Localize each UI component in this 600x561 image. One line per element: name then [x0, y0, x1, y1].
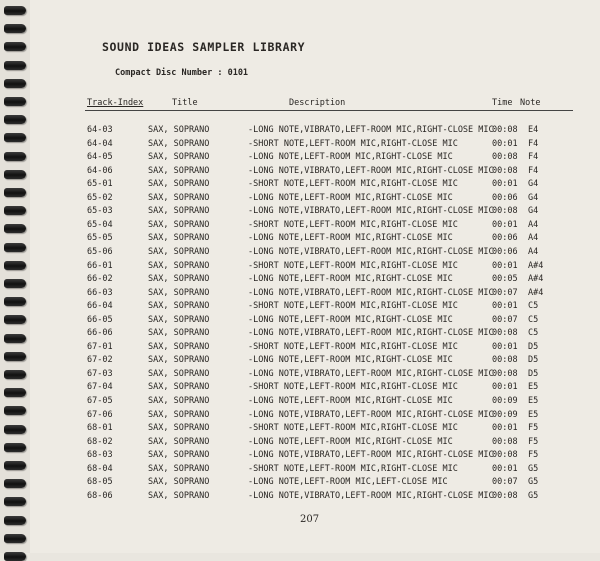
track-index-cell: 68-03	[87, 450, 113, 461]
spiral-coil	[4, 152, 26, 161]
title-cell: SAX, SOPRANO	[148, 219, 210, 230]
time-cell: 00:01	[492, 179, 518, 190]
note-cell: G5	[528, 477, 539, 488]
time-cell: 00:05	[492, 274, 518, 285]
header-title: Title	[172, 98, 198, 108]
page-title: SOUND IDEAS SAMPLER LIBRARY	[102, 40, 306, 54]
description-cell: -LONG NOTE,VIBRATO,LEFT-ROOM MIC,RIGHT-CLOSE MIC	[248, 125, 494, 135]
title-cell: SAX, SOPRANO	[148, 409, 210, 420]
time-cell: 00:08	[492, 125, 518, 135]
note-cell: G5	[528, 490, 539, 501]
note-cell: C5	[528, 301, 539, 312]
description-cell: -SHORT NOTE,LEFT-ROOM MIC,RIGHT-CLOSE MIC	[248, 301, 458, 312]
description-cell: -SHORT NOTE,LEFT-ROOM MIC,RIGHT-CLOSE MIC	[248, 138, 458, 149]
note-cell: F5	[528, 436, 539, 447]
time-cell: 00:01	[492, 138, 518, 149]
track-index-cell: 65-05	[87, 233, 113, 244]
track-index-cell: 67-03	[87, 368, 113, 379]
time-cell: 00:09	[492, 409, 518, 420]
track-index-cell: 64-06	[87, 165, 113, 176]
time-cell: 00:08	[492, 450, 518, 461]
track-index-cell: 64-03	[87, 125, 113, 135]
title-cell: SAX, SOPRANO	[148, 396, 210, 406]
time-cell: 00:07	[492, 477, 518, 488]
spiral-coil	[4, 243, 26, 252]
table-row	[30, 139, 600, 152]
header-track-index	[87, 98, 143, 108]
description-cell: -LONG NOTE,LEFT-ROOM MIC,RIGHT-CLOSE MIC	[248, 396, 453, 406]
note-cell: F4	[528, 138, 539, 149]
title-cell: SAX, SOPRANO	[148, 152, 210, 163]
track-index-cell: 65-03	[87, 206, 113, 217]
title-cell: SAX, SOPRANO	[148, 179, 210, 190]
title-cell: SAX, SOPRANO	[148, 463, 210, 474]
table-row	[30, 193, 600, 206]
title-cell: SAX, SOPRANO	[148, 355, 210, 366]
title-cell: SAX, SOPRANO	[148, 192, 210, 203]
note-cell: C5	[528, 328, 539, 339]
description-cell: -LONG NOTE,LEFT-ROOM MIC,RIGHT-CLOSE MIC	[248, 314, 453, 325]
note-cell: F5	[528, 450, 539, 461]
time-cell: 00:07	[492, 314, 518, 325]
track-index-cell: 66-06	[87, 328, 113, 339]
track-index-cell: 65-06	[87, 246, 113, 257]
time-cell: 00:08	[492, 165, 518, 176]
spiral-coil	[4, 552, 26, 561]
title-cell: SAX, SOPRANO	[148, 206, 210, 217]
spiral-coil	[4, 206, 26, 215]
description-cell: -LONG NOTE,VIBRATO,LEFT-ROOM MIC,RIGHT-CLOSE MIC	[248, 246, 494, 257]
title-cell: SAX, SOPRANO	[148, 314, 210, 325]
spiral-coil	[4, 479, 26, 488]
note-cell: A#4	[528, 274, 544, 285]
note-cell: F5	[528, 423, 539, 434]
spiral-coil	[4, 115, 26, 124]
time-cell: 00:09	[492, 396, 518, 406]
title-cell: SAX, SOPRANO	[148, 368, 210, 379]
table-row	[30, 301, 600, 314]
title-cell: SAX, SOPRANO	[148, 246, 210, 257]
spiral-coil	[4, 370, 26, 379]
table-row	[30, 396, 600, 409]
note-cell: A4	[528, 246, 539, 257]
track-index-cell: 68-05	[87, 477, 113, 488]
track-index-cell: 68-02	[87, 436, 113, 447]
spiral-coil	[4, 97, 26, 106]
title-cell: SAX, SOPRANO	[148, 423, 210, 434]
note-cell: A4	[528, 233, 539, 244]
track-index-cell: 66-01	[87, 260, 113, 271]
track-index-cell: 64-04	[87, 138, 113, 149]
spiral-coil	[4, 443, 26, 452]
spiral-coil	[4, 497, 26, 506]
table-row	[30, 247, 600, 260]
table-row	[30, 125, 600, 138]
track-index-cell: 68-04	[87, 463, 113, 474]
title-cell: SAX, SOPRANO	[148, 233, 210, 244]
track-index-cell: 67-05	[87, 396, 113, 406]
header-note: Note	[520, 98, 541, 108]
description-cell: -LONG NOTE,VIBRATO,LEFT-ROOM MIC,RIGHT-CLOSE MIC	[248, 206, 494, 217]
time-cell: 00:06	[492, 246, 518, 257]
header-track-index-text: Track-Index	[87, 98, 144, 108]
description-cell: -LONG NOTE,LEFT-ROOM MIC,RIGHT-CLOSE MIC	[248, 233, 453, 244]
description-cell: -SHORT NOTE,LEFT-ROOM MIC,RIGHT-CLOSE MIC	[248, 382, 458, 393]
document-page	[30, 0, 600, 553]
note-cell: D5	[528, 368, 539, 379]
time-cell: 00:07	[492, 287, 518, 298]
table-row	[30, 152, 600, 165]
note-cell: D5	[528, 355, 539, 366]
table-row	[30, 491, 600, 504]
time-cell: 00:08	[492, 436, 518, 447]
spiral-coil	[4, 188, 26, 197]
description-cell: -LONG NOTE,VIBRATO,LEFT-ROOM MIC,RIGHT-CLOSE MIC	[248, 490, 494, 501]
time-cell: 00:01	[492, 382, 518, 393]
spiral-coil	[4, 406, 26, 415]
title-cell: SAX, SOPRANO	[148, 436, 210, 447]
table-row	[30, 382, 600, 395]
description-cell: -SHORT NOTE,LEFT-ROOM MIC,RIGHT-CLOSE MIC	[248, 341, 458, 352]
title-cell: SAX, SOPRANO	[148, 260, 210, 271]
table-row	[30, 179, 600, 192]
time-cell: 00:01	[492, 463, 518, 474]
track-index-cell: 66-03	[87, 287, 113, 298]
time-cell: 00:08	[492, 152, 518, 163]
table-row	[30, 437, 600, 450]
note-cell: E5	[528, 409, 539, 420]
table-row	[30, 477, 600, 490]
description-cell: -SHORT NOTE,LEFT-ROOM MIC,RIGHT-CLOSE MIC	[248, 423, 458, 434]
table-row	[30, 288, 600, 301]
note-cell: G4	[528, 192, 539, 203]
time-cell: 00:06	[492, 192, 518, 203]
spiral-coil	[4, 461, 26, 470]
table-row	[30, 423, 600, 436]
time-cell: 00:08	[492, 206, 518, 217]
time-cell: 00:08	[492, 355, 518, 366]
description-cell: -LONG NOTE,LEFT-ROOM MIC,RIGHT-CLOSE MIC	[248, 274, 453, 285]
spiral-coil	[4, 6, 26, 15]
note-cell: F4	[528, 165, 539, 176]
title-cell: SAX, SOPRANO	[148, 301, 210, 312]
note-cell: G4	[528, 179, 539, 190]
description-cell: -LONG NOTE,VIBRATO,LEFT-ROOM MIC,RIGHT-CLOSE MIC	[248, 409, 494, 420]
track-index-cell: 68-01	[87, 423, 113, 434]
page-number: 207	[300, 514, 320, 525]
note-cell: E5	[528, 396, 539, 406]
track-index-cell: 67-02	[87, 355, 113, 366]
description-cell: -LONG NOTE,VIBRATO,LEFT-ROOM MIC,RIGHT-CLOSE MIC	[248, 328, 494, 339]
spiral-coil	[4, 388, 26, 397]
time-cell: 00:01	[492, 301, 518, 312]
title-cell: SAX, SOPRANO	[148, 477, 210, 488]
header-description: Description	[289, 98, 346, 108]
description-cell: -LONG NOTE,VIBRATO,LEFT-ROOM MIC,RIGHT-CLOSE MIC	[248, 368, 494, 379]
spiral-coil	[4, 352, 26, 361]
track-index-cell: 67-06	[87, 409, 113, 420]
title-cell: SAX, SOPRANO	[148, 341, 210, 352]
time-cell: 00:01	[492, 260, 518, 271]
description-cell: -LONG NOTE,LEFT-ROOM MIC,RIGHT-CLOSE MIC	[248, 192, 453, 203]
note-cell: A#4	[528, 260, 544, 271]
track-index-cell: 68-06	[87, 490, 113, 501]
track-index-cell: 65-02	[87, 192, 113, 203]
note-cell: G4	[528, 206, 539, 217]
spiral-coil	[4, 516, 26, 525]
time-cell: 00:08	[492, 368, 518, 379]
description-cell: -SHORT NOTE,LEFT-ROOM MIC,RIGHT-CLOSE MIC	[248, 463, 458, 474]
spiral-coil	[4, 61, 26, 70]
spiral-coil	[4, 170, 26, 179]
note-cell: A#4	[528, 287, 544, 298]
spiral-coil	[4, 534, 26, 543]
compact-disc-number: Compact Disc Number : 0101	[115, 68, 249, 78]
table-row	[30, 369, 600, 382]
table-row	[30, 464, 600, 477]
spiral-coil	[4, 79, 26, 88]
note-cell: E5	[528, 382, 539, 393]
title-cell: SAX, SOPRANO	[148, 274, 210, 285]
spiral-coil	[4, 133, 26, 142]
note-cell: E4	[528, 125, 539, 135]
spiral-coil	[4, 224, 26, 233]
table-row	[30, 342, 600, 355]
title-cell: SAX, SOPRANO	[148, 450, 210, 461]
table-row	[30, 315, 600, 328]
description-cell: -LONG NOTE,LEFT-ROOM MIC,LEFT-CLOSE MIC	[248, 477, 448, 488]
description-cell: -SHORT NOTE,LEFT-ROOM MIC,RIGHT-CLOSE MIC	[248, 179, 458, 190]
note-cell: G5	[528, 463, 539, 474]
title-cell: SAX, SOPRANO	[148, 382, 210, 393]
table-row	[30, 274, 600, 287]
track-index-cell: 67-01	[87, 341, 113, 352]
description-cell: -SHORT NOTE,LEFT-ROOM MIC,RIGHT-CLOSE MIC	[248, 219, 458, 230]
track-index-cell: 66-05	[87, 314, 113, 325]
table-row	[30, 328, 600, 341]
table-row	[30, 220, 600, 233]
description-cell: -LONG NOTE,LEFT-ROOM MIC,RIGHT-CLOSE MIC	[248, 436, 453, 447]
table-row	[30, 206, 600, 219]
table-row	[30, 355, 600, 368]
description-cell: -SHORT NOTE,LEFT-ROOM MIC,RIGHT-CLOSE MIC	[248, 260, 458, 271]
table-row	[30, 261, 600, 274]
table-row	[30, 450, 600, 463]
title-cell: SAX, SOPRANO	[148, 490, 210, 501]
track-index-cell: 65-04	[87, 219, 113, 230]
title-cell: SAX, SOPRANO	[148, 125, 210, 135]
time-cell: 00:06	[492, 233, 518, 244]
description-cell: -LONG NOTE,VIBRATO,LEFT-ROOM MIC,RIGHT-CLOSE MIC	[248, 287, 494, 298]
spiral-coil	[4, 425, 26, 434]
spiral-coil	[4, 261, 26, 270]
note-cell: F4	[528, 152, 539, 163]
time-cell: 00:01	[492, 341, 518, 352]
time-cell: 00:08	[492, 490, 518, 501]
table-row	[30, 233, 600, 246]
spiral-coil	[4, 334, 26, 343]
track-index-cell: 67-04	[87, 382, 113, 393]
time-cell: 00:08	[492, 328, 518, 339]
spiral-binding	[0, 0, 30, 553]
table-row	[30, 166, 600, 179]
header-time: Time	[492, 98, 513, 108]
time-cell: 00:01	[492, 219, 518, 230]
title-cell: SAX, SOPRANO	[148, 165, 210, 176]
track-index-cell: 65-01	[87, 179, 113, 190]
spiral-coil	[4, 24, 26, 33]
note-cell: D5	[528, 341, 539, 352]
track-index-cell: 64-05	[87, 152, 113, 163]
title-cell: SAX, SOPRANO	[148, 328, 210, 339]
note-cell: A4	[528, 219, 539, 230]
time-cell: 00:01	[492, 423, 518, 434]
description-cell: -LONG NOTE,VIBRATO,LEFT-ROOM MIC,RIGHT-CLOSE MIC	[248, 165, 494, 176]
spiral-coil	[4, 297, 26, 306]
spiral-coil	[4, 279, 26, 288]
spiral-coil	[4, 42, 26, 51]
title-cell: SAX, SOPRANO	[148, 138, 210, 149]
description-cell: -LONG NOTE,LEFT-ROOM MIC,RIGHT-CLOSE MIC	[248, 355, 453, 366]
track-index-cell: 66-04	[87, 301, 113, 312]
header-rule	[85, 110, 573, 111]
description-cell: -LONG NOTE,VIBRATO,LEFT-ROOM MIC,RIGHT-CLOSE MIC	[248, 450, 494, 461]
title-cell: SAX, SOPRANO	[148, 287, 210, 298]
spiral-coil	[4, 315, 26, 324]
table-row	[30, 410, 600, 423]
note-cell: C5	[528, 314, 539, 325]
description-cell: -LONG NOTE,LEFT-ROOM MIC,RIGHT-CLOSE MIC	[248, 152, 453, 163]
track-index-cell: 66-02	[87, 274, 113, 285]
